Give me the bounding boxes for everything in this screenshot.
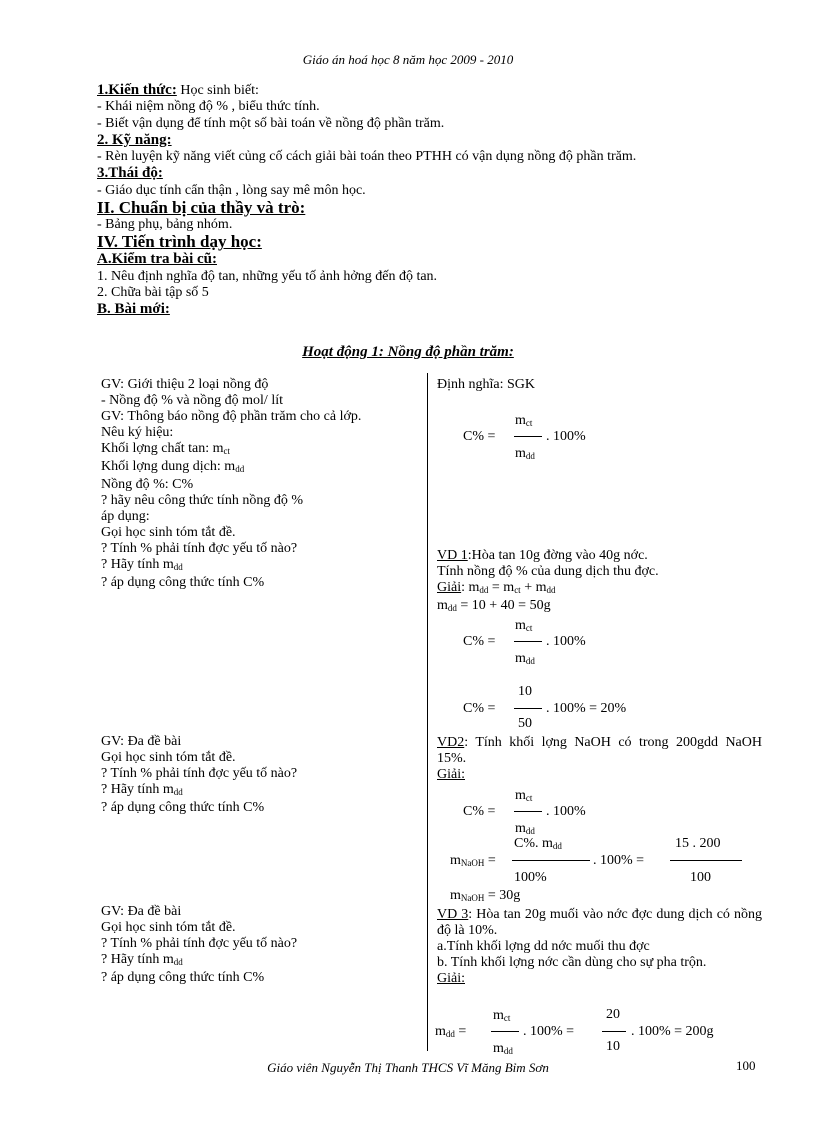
numerator: $m_{ct}$ (515, 413, 533, 428)
denominator: $m_{dd}$ (515, 446, 535, 461)
text-line: GV: Đa đề bài (101, 734, 182, 749)
text-line: ? hãy nêu công thức tính nồng độ % (101, 493, 303, 508)
definition-line: Định nghĩa: SGK (437, 377, 535, 392)
denominator: 50 (518, 716, 532, 731)
example-label: VD 1 (437, 548, 468, 563)
formula-result: . 100% = 20% (546, 701, 627, 716)
formula-lhs: C% = (463, 701, 496, 716)
text-line: Tính nồng độ % của dung dịch thu đợc. (437, 564, 659, 579)
text-line: GV: Đa đề bài (101, 904, 182, 919)
text-line: Giải: (437, 767, 465, 782)
section-title-new-lesson: B. Bài mới: (97, 301, 170, 318)
denominator: 100 (690, 870, 711, 885)
text-line: Gọi học sinh tóm tắt đề. (101, 920, 236, 935)
example-1 (437, 548, 762, 616)
example-3 (437, 907, 762, 987)
text-line: GV: Giới thiệu 2 loại nồng độ (101, 377, 269, 392)
numerator: 10 (518, 684, 532, 699)
text-line: Nêu ký hiệu: (101, 425, 174, 440)
formula-times: . 100% (546, 429, 586, 444)
numerator: $m_{ct}$ (515, 788, 533, 803)
formula-times: . 100% (546, 634, 586, 649)
text-line: b. Tính khối lợng nớc cần dùng cho sự pha trộn. (437, 955, 707, 970)
text-line: 1. Nêu định nghĩa độ tan, những yếu tố ảnh hởng đến độ tan. (97, 268, 438, 284)
fraction-bar (512, 860, 590, 861)
formula-lhs: $m_{NaOH}$ = (450, 853, 496, 868)
section-title-knowledge: 1.Kiến thức: (97, 82, 177, 98)
fraction-bar (514, 641, 542, 642)
text-line: - Biết vận dụng để tính một số bài toán về nồng độ phần trăm. (97, 115, 445, 131)
fraction-bar (514, 811, 542, 812)
text-line: Khối lợng dung dịch: $m_{dd}$ (101, 459, 245, 474)
text-line: ? Tính % phải tính đợc yếu tố nào? (101, 936, 298, 951)
fraction-bar (514, 436, 542, 437)
text-line: GV: Thông báo nồng độ phần trăm cho cả lớp. (101, 409, 362, 424)
denominator: $m_{dd}$ (493, 1041, 513, 1056)
text-line: ? áp dụng công thức tính C% (101, 800, 265, 815)
section-title-review: A.Kiểm tra bài cũ: (97, 251, 217, 268)
formula-lhs: $m_{dd}$ = (435, 1024, 467, 1039)
text-line: Gọi học sinh tóm tắt đề. (101, 525, 236, 540)
text-line: - Rèn luyện kỹ năng viết củng cố cách giải bài toán theo PTHH có vận dụng nồng độ phần trăm. (97, 149, 637, 165)
numerator: $m_{ct}$ (515, 618, 533, 633)
section-title-skills: 2. Kỹ năng: (97, 131, 172, 148)
text-line: ? áp dụng công thức tính C% (101, 970, 265, 985)
text-line: Học sinh biết: (176, 83, 259, 98)
denominator: $m_{dd}$ (515, 821, 535, 836)
text-line: $m_{dd} = 10 + 40 = 50g$ (437, 598, 551, 613)
text-line: - Giáo dục tính cẩn thận , lòng say mê môn học. (97, 182, 366, 198)
page-footer: Giáo viên Nguyễn Thị Thanh THCS Vĩ Măng Bỉm Sơn (267, 1060, 549, 1075)
text-line: ? Hãy tính $m_{dd}$ (101, 782, 183, 797)
text-line: - Nồng độ % và nồng độ mol/ lít (101, 393, 283, 408)
formula-lhs: C% = (463, 429, 496, 444)
text-line: VD 3: Hòa tan 20g muối vào nớc đợc dung dịch có nồng độ là 10%. (437, 907, 762, 938)
text-line: Khối lợng chất tan: $m_{ct}$ (101, 441, 230, 456)
activity-title: Hoạt động 1: Nồng độ phần trăm: (302, 344, 514, 360)
result-mass-naoh: $m_{NaOH} = 30g$ (450, 888, 521, 903)
text-line: ? Hãy tính $m_{dd}$ (101, 557, 183, 572)
numerator: $m_{ct}$ (493, 1008, 511, 1023)
fraction-bar (602, 1031, 626, 1032)
fraction-bar (491, 1031, 519, 1032)
numerator: 20 (606, 1007, 620, 1022)
text-line: - Bảng phụ, bảng nhóm. (97, 217, 233, 233)
formula-lhs: C% = (463, 804, 496, 819)
text-line: :Hòa tan 10g đờng vào 40g nớc. (467, 548, 648, 563)
page-header: Giáo án hoá học 8 năm học 2009 - 2010 (302, 52, 514, 67)
text-line: ? Tính % phải tính đợc yếu tố nào? (101, 541, 298, 556)
section-title-attitude: 3.Thái độ: (97, 165, 163, 182)
section-title-procedure: IV. Tiến trình dạy học: (97, 232, 262, 252)
formula-result: . 100% = 200g (631, 1024, 714, 1039)
text-line: 2. Chữa bài tập số 5 (97, 284, 209, 300)
text-line: - Khái niệm nồng độ % , biểu thức tính. (97, 99, 320, 115)
formula-lhs: C% = (463, 634, 496, 649)
denominator: $m_{dd}$ (515, 651, 535, 666)
text-line: Nồng độ %: C% (101, 477, 194, 492)
fraction-bar (514, 708, 542, 709)
numerator: C%. $m_{dd}$ (514, 836, 562, 851)
text-line: ? Tính % phải tính đợc yếu tố nào? (101, 766, 298, 781)
numerator: 15 . 200 (675, 836, 721, 851)
column-divider (427, 373, 428, 1051)
denominator: 10 (606, 1039, 620, 1054)
text-line: a.Tính khối lợng dd nớc muối thu đợc (437, 939, 650, 954)
page-number: 100 (736, 1058, 756, 1073)
example-2 (437, 735, 762, 783)
formula-times: . 100% = (593, 853, 645, 868)
formula-times: . 100% (546, 804, 586, 819)
text-line: ? Hãy tính $m_{dd}$ (101, 952, 183, 967)
denominator: 100% (514, 870, 547, 885)
text-line: ? áp dụng công thức tính C% (101, 575, 265, 590)
section-title-preparation: II. Chuẩn bị của thầy và trò: (97, 198, 306, 218)
fraction-bar (670, 860, 742, 861)
text-line: Giải: (437, 971, 465, 986)
text-line: VD2: Tính khối lợng NaOH có trong 200gdd NaOH 15%. (437, 735, 762, 766)
text-line: Giải: $m_{dd} = m_{ct} + m_{dd}$ (437, 580, 556, 595)
text-line: Gọi học sinh tóm tắt đề. (101, 750, 236, 765)
text-line: áp dụng: (101, 509, 150, 524)
formula-times: . 100% = (523, 1024, 575, 1039)
lesson-objectives (97, 82, 777, 319)
